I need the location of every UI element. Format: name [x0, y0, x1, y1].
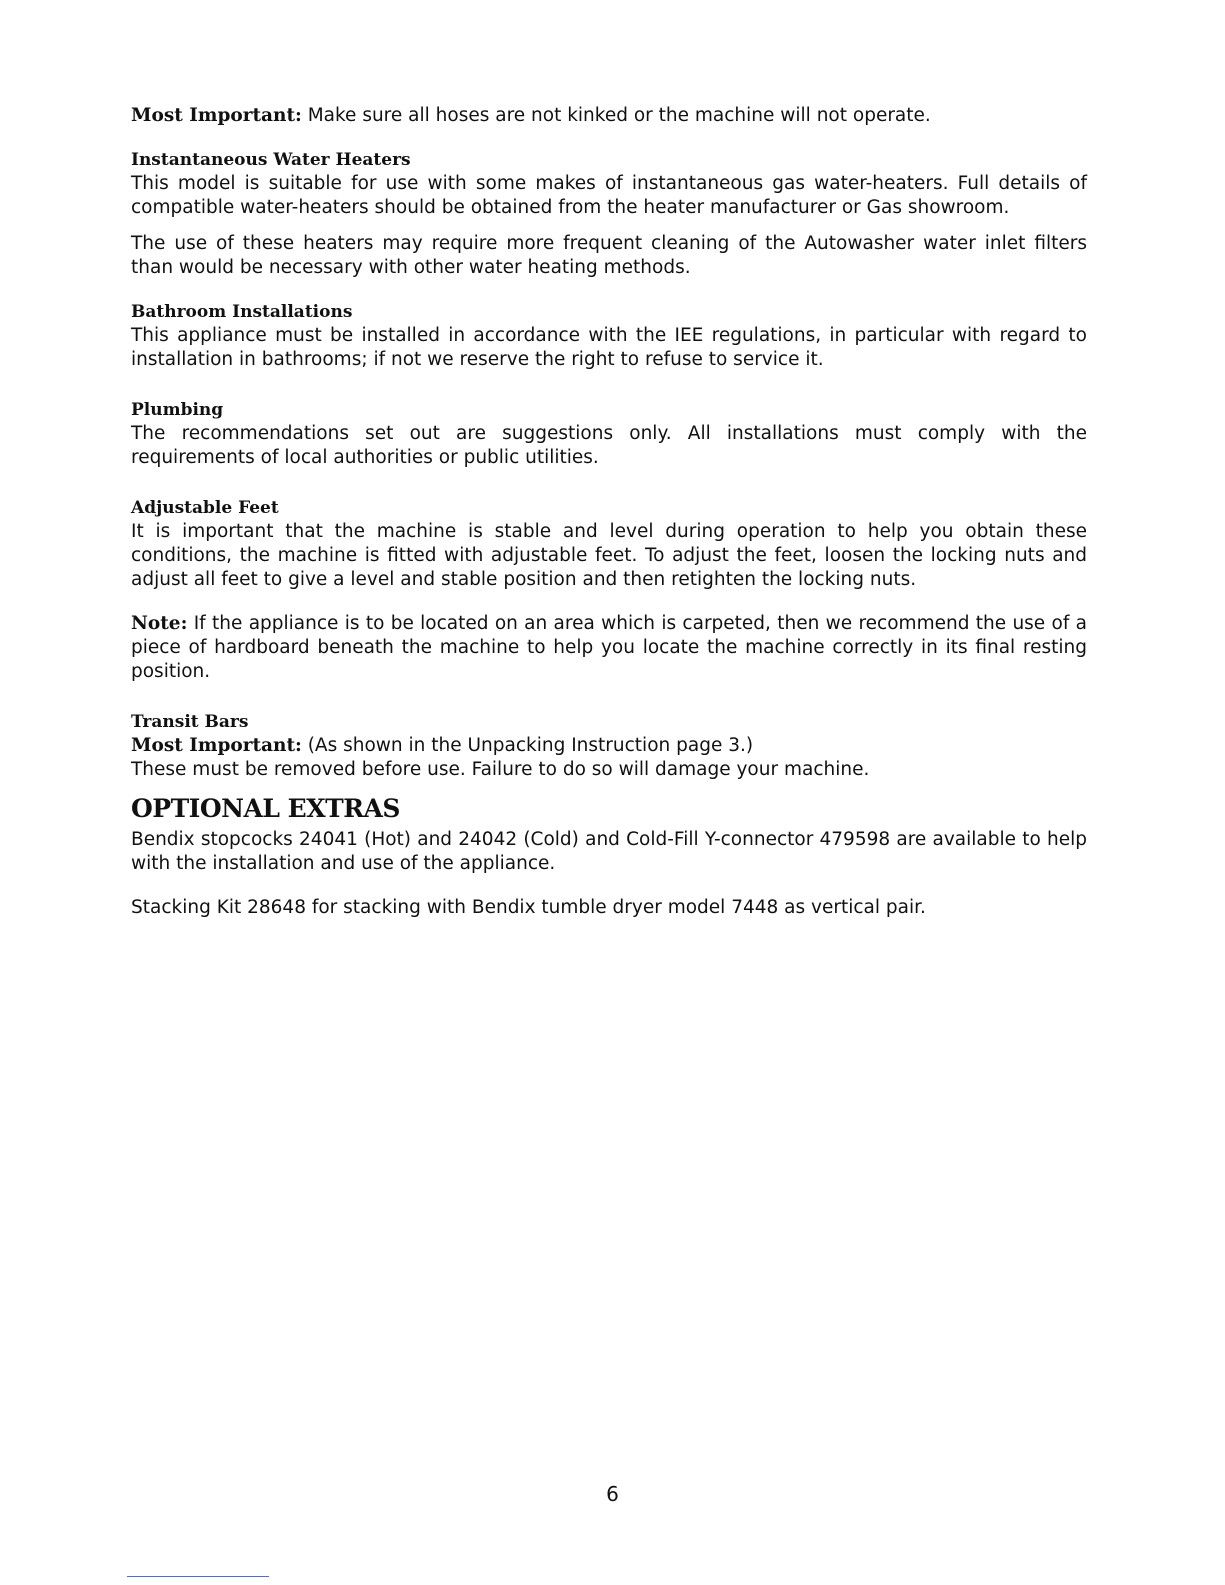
- plumbing-heading: Plumbing: [131, 400, 224, 420]
- feet-paragraph: It is important that the machine is stable and level during operation to help you obtain these conditions, the machine is fitted with adjustable feet. To adjust the feet, loosen the locking nuts and adjust all feet to give a level and stable position and then retighten the locking nuts.: [131, 521, 1087, 590]
- note-label: Note:: [131, 613, 188, 634]
- intro-paragraph: [131, 104, 1087, 128]
- transit-heading: Transit Bars: [131, 712, 249, 732]
- bathroom-heading: Bathroom Installations: [131, 302, 353, 322]
- transit-line-2: These must be removed before use. Failure to do so will damage your machine.: [131, 759, 870, 780]
- optional-extras-paragraph-2: Stacking Kit 28648 for stacking with Bendix tumble dryer model 7448 as vertical pair.: [131, 897, 926, 918]
- feet-heading: Adjustable Feet: [131, 498, 279, 518]
- intro-label: Most Important:: [131, 105, 302, 126]
- transit-line-1: [131, 734, 1087, 758]
- bathroom-paragraph: This appliance must be installed in accordance with the IEE regulations, in particular with regard to installation in bathrooms; if not we reserve the right to refuse to service it.: [131, 325, 1087, 370]
- bottom-rule: [127, 1576, 269, 1577]
- plumbing-paragraph: The recommendations set out are suggestions only. All installations must comply with the requirements of local authorities or public utilities.: [131, 423, 1087, 468]
- water-heaters-paragraph-1: This model is suitable for use with some makes of instantaneous gas water-heaters. Full details of compatible water-heaters should be obtained from the heater manufacturer or Gas showroom.: [131, 173, 1087, 218]
- transit-label: Most Important:: [131, 735, 302, 756]
- intro-text: Make sure all hoses are not kinked or the machine will not operate.: [301, 105, 931, 126]
- optional-extras-paragraph-1: Bendix stopcocks 24041 (Hot) and 24042 (Cold) and Cold-Fill Y-connector 479598 are available to help with the installation and use of the appliance.: [131, 829, 1087, 874]
- water-heaters-heading: Instantaneous Water Heaters: [131, 150, 411, 170]
- water-heaters-paragraph-2: The use of these heaters may require more frequent cleaning of the Autowasher water inlet filters than would be necessary with other water heating methods.: [131, 233, 1087, 278]
- page-number: 6: [606, 1482, 619, 1506]
- note-paragraph: [131, 612, 1087, 684]
- note-text: If the appliance is to be located on an area which is carpeted, then we recommend the use of a piece of hardboard beneath the machine to help you locate the machine correctly in its final resting position.: [131, 613, 1087, 682]
- page-content: [131, 104, 1087, 920]
- transit-line-1-text: (As shown in the Unpacking Instruction page 3.): [301, 735, 754, 756]
- optional-extras-title: OPTIONAL EXTRAS: [131, 794, 400, 823]
